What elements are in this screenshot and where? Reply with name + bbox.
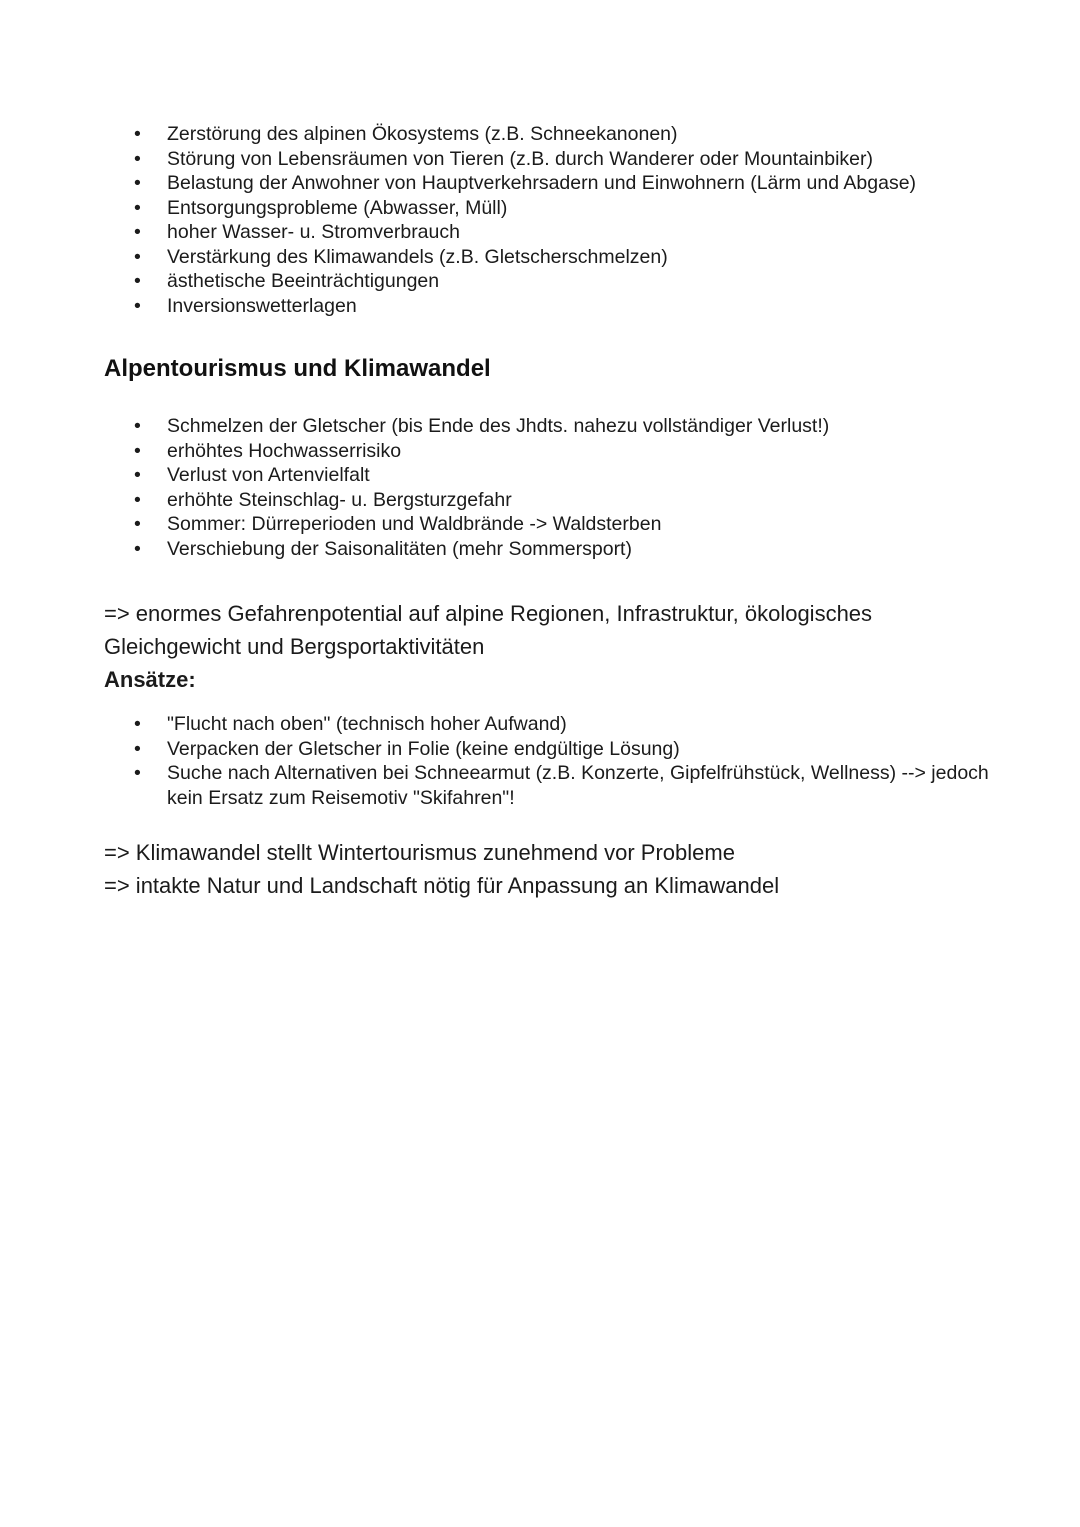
list-item-text: Verlust von Artenvielfalt xyxy=(167,464,370,486)
list-item-text: "Flucht nach oben" (technisch hoher Aufwand) xyxy=(167,713,567,735)
list-item xyxy=(104,488,992,513)
list-item xyxy=(104,712,992,737)
list-item xyxy=(104,512,992,537)
list-item xyxy=(104,537,992,562)
list-item xyxy=(104,737,992,762)
list-item-text: Verstärkung des Klimawandels (z.B. Gletscherschmelzen) xyxy=(167,245,668,268)
bullet-icon: • xyxy=(134,196,141,219)
list-item-text: ästhetische Beeinträchtigungen xyxy=(167,270,440,292)
bullet-list-negative-impacts xyxy=(104,122,992,318)
bullet-icon: • xyxy=(134,270,141,292)
list-item-text: Entsorgungsprobleme (Abwasser, Müll) xyxy=(167,196,508,219)
list-item xyxy=(104,171,992,196)
bullet-list-ansaetze xyxy=(104,712,992,810)
bullet-icon: • xyxy=(134,488,141,511)
bullet-list-klimawandel-folgen xyxy=(104,414,992,561)
bullet-icon: • xyxy=(134,294,141,317)
list-item xyxy=(104,414,992,439)
list-item xyxy=(104,220,992,245)
list-item xyxy=(104,439,992,464)
bullet-icon: • xyxy=(134,439,141,462)
list-item-text: Belastung der Anwohner von Hauptverkehrsadern und Einwohnern (Lärm und Abgase) xyxy=(167,172,917,194)
bullet-icon: • xyxy=(134,737,141,760)
list-item-text: Suche nach Alternativen bei Schneearmut (z.B. Konzerte, Gipfelfrühstück, Wellness) --> jedoch kein Ersatz zum Reisemotiv "Skifahren"! xyxy=(167,762,989,809)
list-item-text: Sommer: Dürreperioden und Waldbrände -> Waldsterben xyxy=(167,513,662,535)
section-heading-alpentourismus: Alpentourismus und Klimawandel xyxy=(104,355,491,382)
bullet-icon: • xyxy=(134,464,141,486)
bullet-icon: • xyxy=(134,537,141,560)
list-item-text: erhöhtes Hochwasserrisiko xyxy=(167,439,402,462)
list-item xyxy=(104,463,992,488)
conclusion-wintertourismus: => Klimawandel stellt Wintertourismus zunehmend vor Probleme xyxy=(104,840,735,865)
bullet-icon: • xyxy=(134,713,141,735)
conclusion-gefahrenpotential: => enormes Gefahrenpotential auf alpine Regionen, Infrastruktur, ökologisches Gleichgewicht und Bergsportaktivitäten xyxy=(104,601,873,659)
list-item-text: Schmelzen der Gletscher (bis Ende des Jhdts. nahezu vollständiger Verlust!) xyxy=(167,415,830,437)
list-item-text: Inversionswetterlagen xyxy=(167,294,357,317)
subheading-ansaetze: Ansätze: xyxy=(104,667,196,692)
list-item xyxy=(104,245,992,270)
bullet-icon: • xyxy=(134,172,141,194)
list-item xyxy=(104,196,992,221)
bullet-icon: • xyxy=(134,221,141,243)
bullet-icon: • xyxy=(134,513,141,535)
list-item-text: Störung von Lebensräumen von Tieren (z.B. durch Wanderer oder Mountainbiker) xyxy=(167,147,873,170)
bullet-icon: • xyxy=(134,245,141,268)
list-item-text: Verpacken der Gletscher in Folie (keine endgültige Lösung) xyxy=(167,737,680,760)
list-item-text: Zerstörung des alpinen Ökosystems (z.B. Schneekanonen) xyxy=(167,123,678,145)
list-item xyxy=(104,122,992,147)
bullet-icon: • xyxy=(134,123,141,145)
list-item xyxy=(104,761,992,810)
list-item-text: Verschiebung der Saisonalitäten (mehr Sommersport) xyxy=(167,537,632,560)
list-item xyxy=(104,294,992,319)
list-item xyxy=(104,269,992,294)
list-item xyxy=(104,147,992,172)
bullet-icon: • xyxy=(134,147,141,170)
conclusion-natur-landschaft: => intakte Natur und Landschaft nötig für Anpassung an Klimawandel xyxy=(104,873,780,898)
bullet-icon: • xyxy=(134,762,141,784)
bullet-icon: • xyxy=(134,415,141,437)
list-item-text: erhöhte Steinschlag- u. Bergsturzgefahr xyxy=(167,488,512,511)
list-item-text: hoher Wasser- u. Stromverbrauch xyxy=(167,221,460,243)
